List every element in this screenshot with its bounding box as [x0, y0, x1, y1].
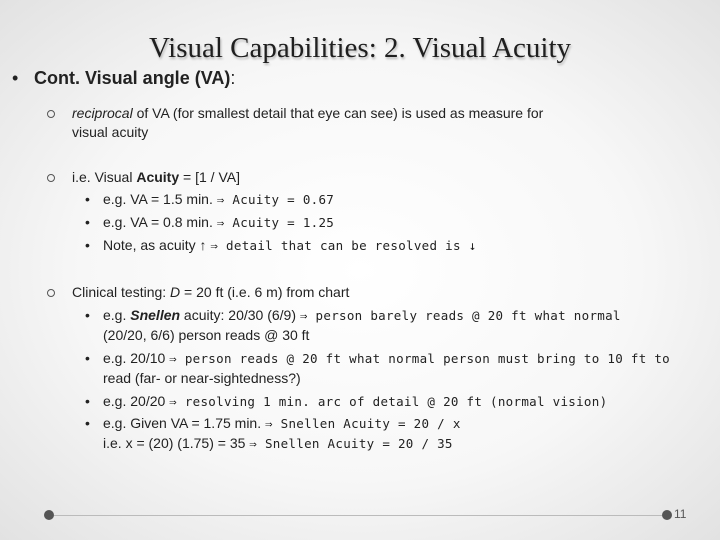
bullet-dot: •	[85, 350, 90, 366]
bullet-dot: •	[85, 307, 90, 323]
acuity-pre: i.e. Visual	[72, 169, 137, 185]
page-number: 11	[674, 507, 687, 521]
list-item-continuation: (20/20, 6/6) person reads @ 30 ft	[103, 327, 310, 343]
list-item-text: e.g. Given VA = 1.75 min. ⇒ Snellen Acuity = 20 / x	[103, 415, 461, 431]
list-item-text: e.g. Snellen acuity: 20/30 (6/9) ⇒ person barely reads @ 20 ft what normal	[103, 307, 621, 323]
page-title: Visual Capabilities: 2. Visual Acuity	[148, 32, 572, 64]
ring-bullet-icon	[47, 174, 55, 182]
reciprocal-emphasis: reciprocal	[72, 105, 133, 121]
acuity-bold: Acuity	[136, 169, 180, 185]
bullet-dot: •	[85, 415, 90, 431]
sub-bullet-text	[72, 168, 240, 187]
sub-bullet-text-line2: visual acuity	[72, 124, 149, 140]
list-item-text: e.g. 20/10 ⇒ person reads @ 20 ft what normal person must bring to 10 ft to	[103, 350, 671, 366]
list-item-text: Note, as acuity ↑ ⇒ detail that can be resolved is ↓	[103, 237, 477, 253]
sub-bullet-text: Clinical testing: D = 20 ft (i.e. 6 m) from chart	[72, 284, 350, 300]
bullet-dot: •	[85, 191, 90, 207]
bullet-dot: •	[85, 393, 90, 409]
ring-bullet-icon	[47, 289, 55, 297]
footer-divider	[54, 515, 662, 516]
footer-dot-left	[44, 510, 54, 520]
bullet-dot: •	[85, 214, 90, 230]
ring-bullet-icon	[47, 110, 55, 118]
snellen-emphasis: Snellen	[130, 307, 181, 323]
main-bullet	[12, 68, 235, 89]
list-item-text: e.g. VA = 0.8 min. ⇒ Acuity = 1.25	[103, 214, 335, 230]
main-bullet-dot: •	[12, 68, 19, 88]
d-italic: D	[170, 284, 181, 300]
footer-dot-right	[662, 510, 672, 520]
main-bullet-suffix: :	[230, 68, 236, 88]
list-item-text: e.g. 20/20 ⇒ resolving 1 min. arc of detail @ 20 ft (normal vision)	[103, 393, 608, 409]
sub-bullet-text	[72, 104, 543, 123]
list-item-text: e.g. VA = 1.5 min. ⇒ Acuity = 0.67	[103, 191, 335, 207]
bullet-dot: •	[85, 237, 90, 253]
list-item-continuation: read (far- or near-sightedness?)	[103, 370, 301, 386]
list-item-continuation: i.e. x = (20) (1.75) = 35 ⇒ Snellen Acuity = 20 / 35	[103, 435, 453, 451]
main-bullet-label: Cont. Visual angle (VA)	[34, 68, 231, 88]
acuity-post: = [1 / VA]	[179, 169, 240, 185]
reciprocal-rest: of VA (for smallest detail that eye can see) is used as measure for	[132, 105, 544, 121]
